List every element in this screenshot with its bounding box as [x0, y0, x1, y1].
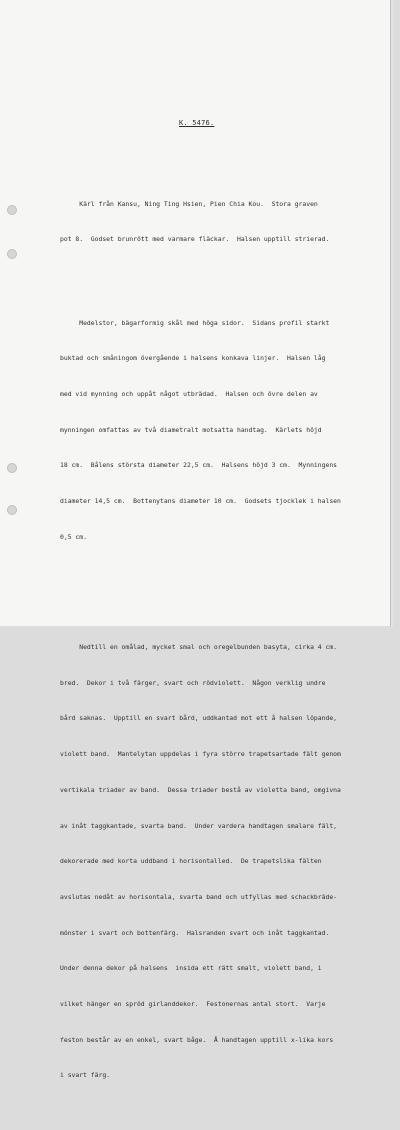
- text-line: bred. Dekor i två färger, svart och rödviolett. Någon verklig undre: [60, 678, 326, 687]
- text-line: 0,5 cm.: [60, 532, 87, 541]
- text-line: av inåt taggkantade, svarta band. Under vardera handtagen smalare fält,: [60, 821, 338, 830]
- text-line: 18 cm. Bålens största diameter 22,5 cm. Halsens höjd 3 cm. Mynningens: [60, 461, 338, 470]
- text-line: vertikala triader av band. Dessa triader bestå av violetta band, omgivna: [60, 785, 341, 794]
- punch-hole: [7, 463, 17, 473]
- text-line: i svart färg.: [60, 1071, 111, 1080]
- paragraph-origin: [60, 175, 390, 270]
- punch-hole: [7, 249, 17, 259]
- text-line: vilket hänger en spröd girlanddekor. Festonernas antal stort. Varje: [60, 1000, 326, 1009]
- text-line: violett band. Mantelytan uppdelas i fyra större trapetsartade fält genom: [60, 750, 341, 759]
- text-line: bård saknas. Upptill en svart bård, uddkantad mot ett å halsen löpande,: [60, 714, 338, 723]
- paragraph-form: [60, 294, 390, 568]
- document-body: [60, 151, 390, 1130]
- text-line: avslutas nedåt av horisontala, svarta band och utfyllas med schackbräde-: [60, 892, 338, 901]
- text-line: feston består av en enkel, svart båge. Å handtagen upptill x-lika kors: [60, 1035, 334, 1044]
- text-line: buktad och småningom övergående i halsens konkava linjer. Halsen låg: [60, 354, 326, 363]
- catalog-reference: K. 5476.: [179, 119, 215, 127]
- text-line: mönster i svart och bottenfärg. Halsranden svart och inåt taggkantad.: [60, 928, 330, 937]
- paragraph-decoration: [60, 618, 390, 1106]
- punch-hole: [7, 505, 17, 515]
- text-line: Under denna dekor på halsens insida ett rätt smalt, violett band, i: [60, 964, 322, 973]
- text-line: med vid mynning och uppåt något utbrädad. Halsen och övre delen av: [60, 390, 318, 399]
- punch-hole: [7, 205, 17, 215]
- text-line: diameter 14,5 cm. Bottenytans diameter 10 cm. Godsets tjocklek i halsen: [60, 497, 341, 506]
- text-line: mynningen omfattas av två diametralt motsatta handtag. Kärlets höjd: [60, 425, 322, 434]
- text-line: Kärl från Kansu, Ning Ting Hsien, Pien Chia Kou. Stora graven: [60, 199, 318, 208]
- text-line: pot 8. Godset brunrött med varmare fläckar. Halsen upptill strierad.: [60, 235, 330, 244]
- text-line: Nedtill en omålad, mycket smal och oregelbunden basyta, cirka 4 cm.: [60, 643, 338, 652]
- text-line: Medelstor, bägarformig skål med höga sidor. Sidans profil starkt: [60, 318, 330, 327]
- text-line: dekorerade med korta uddband i horisontalled. De trapetslika fälten: [60, 857, 322, 866]
